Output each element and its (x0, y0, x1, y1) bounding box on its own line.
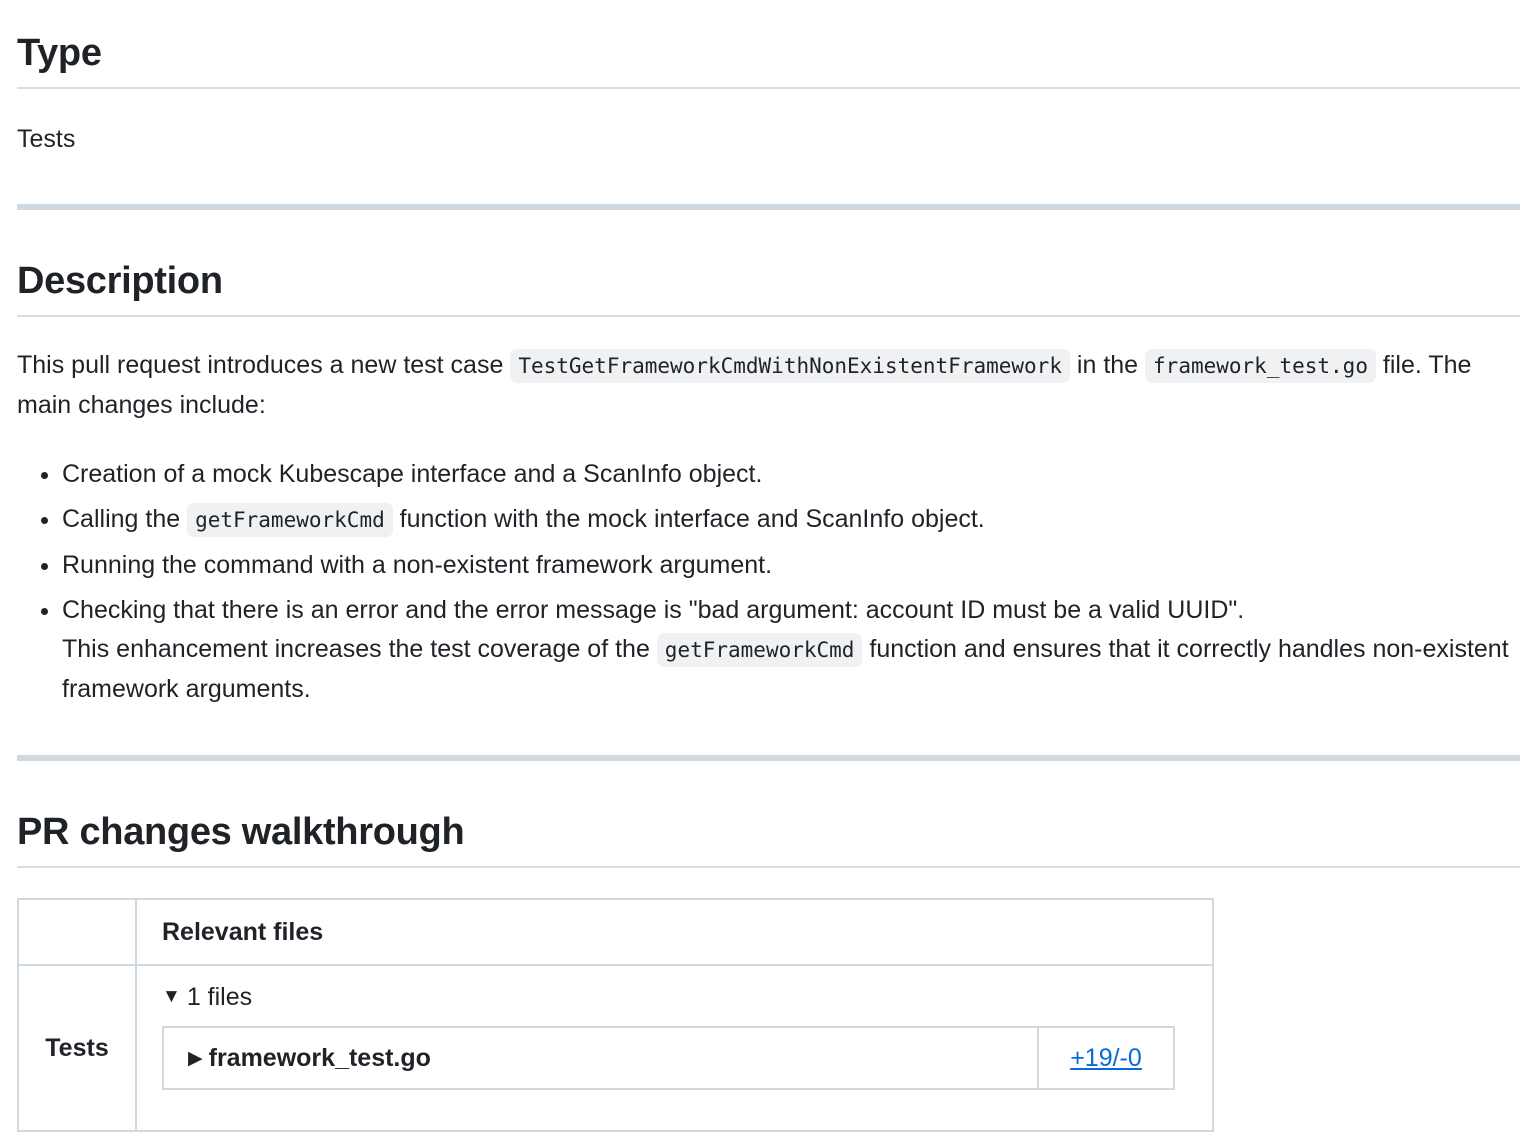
section-divider (17, 755, 1520, 761)
changes-list (17, 455, 1520, 709)
list-item-text-before: Calling the (62, 505, 188, 533)
files-cell (136, 965, 1213, 1131)
diff-stats-link[interactable]: +19/-0 (1070, 1043, 1142, 1072)
function-code: getFrameworkCmd (657, 633, 863, 667)
description-heading: Description (17, 256, 1520, 317)
type-value: Tests (17, 125, 76, 153)
table-row (18, 965, 1213, 1131)
list-item: • Running the command with a non-existent framework argument. (62, 546, 1520, 585)
test-case-code: TestGetFrameworkCmdWithNonExistentFramework (510, 349, 1070, 383)
list-item (62, 500, 1520, 540)
section-divider (17, 204, 1520, 210)
intro-text-middle: in the (1069, 351, 1146, 379)
file-diff-cell (1039, 1028, 1173, 1088)
table-header-row (18, 899, 1213, 965)
list-item-text: Checking that there is an error and the error message is "bad argument: account ID must be a valid UUID". (62, 596, 1245, 624)
files-summary-toggle[interactable] (162, 980, 1175, 1014)
intro-text-before: This pull request introduces a new test case (17, 351, 511, 379)
function-code: getFrameworkCmd (187, 503, 393, 537)
test-file-code: framework_test.go (1145, 349, 1376, 383)
walkthrough-heading: PR changes walkthrough (17, 807, 1520, 868)
file-expand-toggle[interactable] (164, 1028, 1039, 1088)
list-item: • Creation of a mock Kubescape interface and a ScanInfo object. (62, 455, 1520, 494)
files-summary-label: 1 files (186, 982, 253, 1011)
relevant-files-header: Relevant files (136, 899, 1213, 965)
list-item-text-after: function with the mock interface and ScanInfo object. (392, 505, 985, 533)
walkthrough-table (17, 898, 1214, 1132)
description-intro (17, 346, 1520, 425)
trailer-text-before: This enhancement increases the test coverage of the (62, 635, 657, 663)
category-cell: Tests (18, 965, 136, 1131)
category-header-cell (18, 899, 136, 965)
intro-text-after: file. The main changes include: (17, 351, 1472, 419)
file-row (162, 1026, 1175, 1090)
file-name: framework_test.go (208, 1043, 431, 1072)
list-item (62, 591, 1520, 709)
triangle-right-icon: ▶ (188, 1047, 203, 1069)
type-heading: Type (17, 0, 1520, 89)
triangle-down-icon: ▼ (162, 986, 181, 1007)
trailer-text-after: function and ensures that it correctly handles non-existent framework arguments. (62, 635, 1509, 703)
